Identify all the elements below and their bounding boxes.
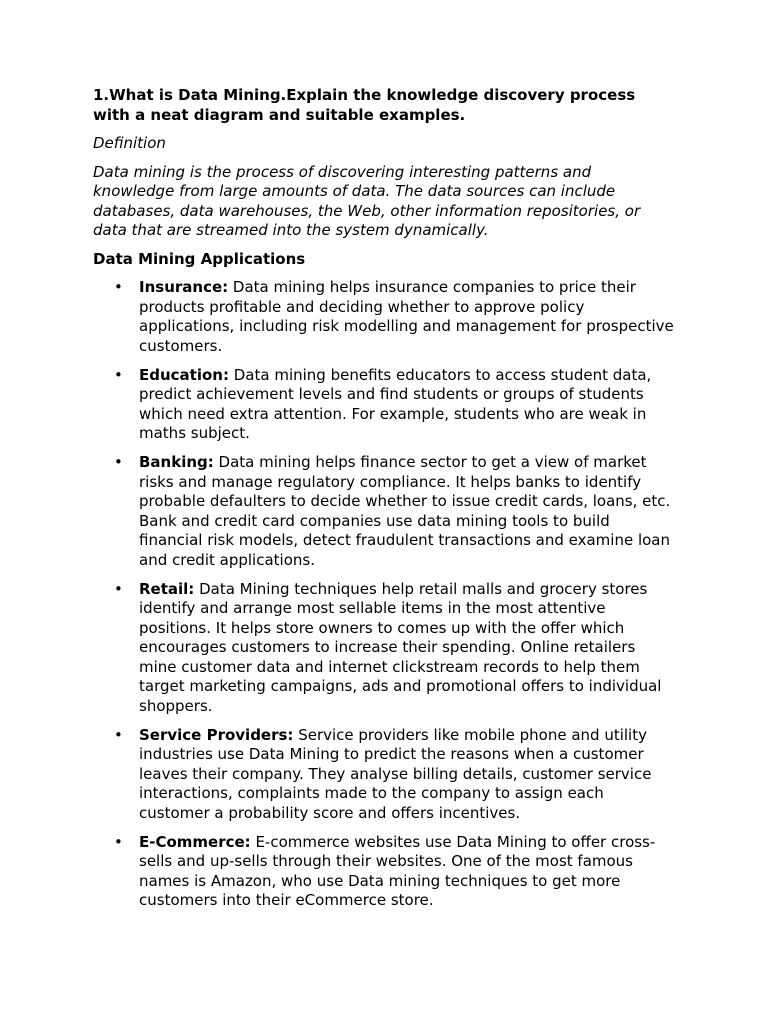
application-title: Service Providers: (139, 725, 294, 744)
application-text: Service providers like mobile phone and utility industries use Data Mining to predict the reasons when a customer leaves their company. They analyse billing details, customer service interactions, complaints made to the company to assign each customer a probability score and offers incentives. (139, 725, 652, 822)
application-title: Insurance: (139, 278, 229, 296)
application-item-education (93, 366, 676, 444)
definition-heading: Definition (93, 134, 166, 152)
bullet-icon: • (114, 832, 123, 851)
application-item-e-commerce (93, 833, 676, 911)
application-text: Data mining helps insurance companies to price their products profitable and deciding whether to approve policy applications, including risk modelling and management for prospective customers. (139, 278, 674, 355)
bullet-icon: • (114, 278, 123, 296)
bullet-icon: • (114, 365, 123, 384)
application-item-insurance (93, 278, 676, 356)
bullet-icon: • (114, 725, 123, 744)
application-title: Education: (139, 365, 229, 384)
bullet-icon: • (114, 453, 123, 471)
applications-heading: Data Mining Applications (93, 249, 306, 268)
application-title: E-Commerce: (139, 832, 251, 851)
application-title: Banking: (139, 453, 214, 471)
applications-list (93, 278, 676, 911)
definition-text: Data mining is the process of discovering interesting patterns and knowledge from large amounts of data. The data sources can include databases, data warehouses, the Web, other information repositories, or data that are streamed into the system dynamically. (93, 162, 641, 239)
application-text: E-commerce websites use Data Mining to offer cross-sells and up-sells through their websites. One of the most famous names is Amazon, who use Data mining techniques to get more customers into their eCommerce store. (139, 832, 656, 909)
application-text: Data Mining techniques help retail malls and grocery stores identify and arrange most sellable items in the most attentive positions. It helps store owners to comes up with the offer which encourages customers to increase their spending. Online retailers mine customer data and internet clickstream records to help them target marketing campaigns, ads and promotional offers to individual shoppers. (139, 579, 662, 715)
question-heading: 1.What is Data Mining.Explain the knowledge discovery process with a neat diagram and suitable examples. (93, 86, 636, 124)
application-text: Data mining benefits educators to access student data, predict achievement levels and find students or groups of students which need extra attention. For example, students who are weak in maths subject. (139, 365, 652, 442)
application-item-banking (93, 453, 676, 570)
application-title: Retail: (139, 579, 195, 598)
application-item-service-providers (93, 726, 676, 824)
application-text: Data mining helps finance sector to get a view of market risks and manage regulatory compliance. It helps banks to identify probable defaulters to decide whether to issue credit cards, loans, etc. Bank and credit card companies use data mining tools to build financial risk models, detect fraudulent transactions and examine loan and credit applications. (139, 453, 671, 569)
application-item-retail (93, 580, 676, 717)
bullet-icon: • (114, 579, 123, 598)
